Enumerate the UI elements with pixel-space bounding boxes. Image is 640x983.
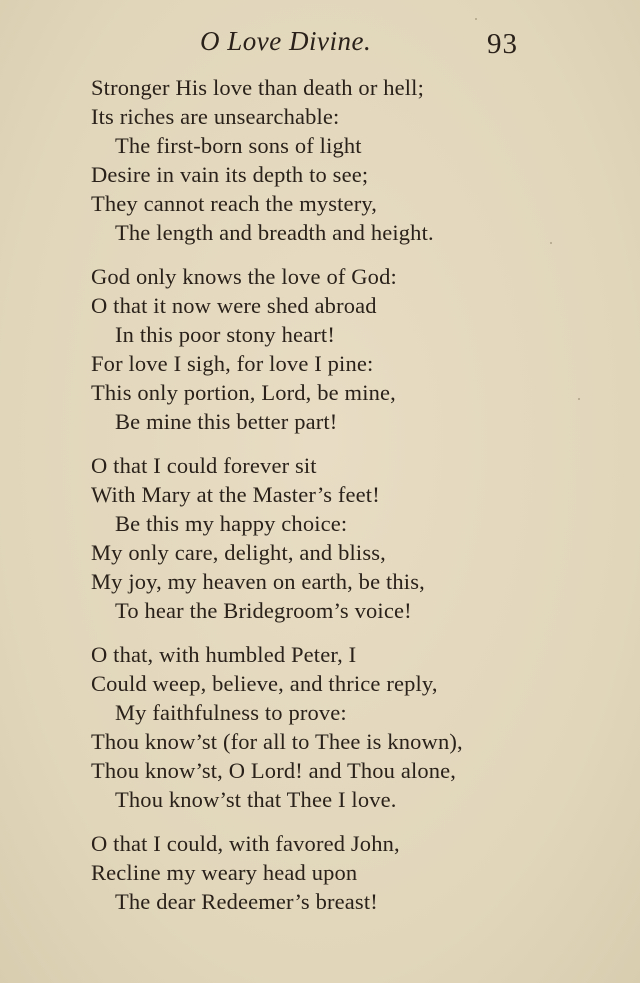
poem-line: Stronger His love than death or hell; bbox=[91, 75, 424, 100]
poem-line: Be this my happy choice: bbox=[115, 511, 348, 536]
poem-line: They cannot reach the mystery, bbox=[91, 191, 378, 216]
poem-line: Its riches are unsearchable: bbox=[91, 104, 340, 129]
paper-speck bbox=[550, 242, 552, 244]
poem-body bbox=[91, 73, 611, 931]
poem-line: This only portion, Lord, be mine, bbox=[91, 380, 396, 405]
paper-speck bbox=[578, 398, 580, 400]
poem-line: My only care, delight, and bliss, bbox=[91, 540, 386, 565]
poem-line: In this poor stony heart! bbox=[115, 322, 335, 347]
poem-line: My faithfulness to prove: bbox=[115, 700, 347, 725]
stanza bbox=[91, 640, 611, 814]
poem-line: Desire in vain its depth to see; bbox=[91, 162, 369, 187]
poem-line: Thou know’st, O Lord! and Thou alone, bbox=[91, 758, 457, 783]
poem-line: The dear Redeemer’s breast! bbox=[115, 889, 378, 914]
poem-line: The length and breadth and height. bbox=[115, 220, 434, 245]
poem-line: Thou know’st that Thee I love. bbox=[115, 787, 397, 812]
poem-line: With Mary at the Master’s feet! bbox=[91, 482, 380, 507]
poem-line: Be mine this better part! bbox=[115, 409, 338, 434]
poem-line: To hear the Bridegroom’s voice! bbox=[115, 598, 412, 623]
poem-line: God only knows the love of God: bbox=[91, 264, 397, 289]
page-number: 93 bbox=[487, 28, 518, 60]
poem-line: O that I could, with favored John, bbox=[91, 831, 400, 856]
stanza bbox=[91, 262, 611, 436]
poem-line: O that, with humbled Peter, I bbox=[91, 642, 357, 667]
poem-line: For love I sigh, for love I pine: bbox=[91, 351, 374, 376]
stanza bbox=[91, 73, 611, 247]
poem-line: Recline my weary head upon bbox=[91, 860, 358, 885]
stanza bbox=[91, 451, 611, 625]
poem-line: The first-born sons of light bbox=[115, 133, 362, 158]
paper-speck bbox=[475, 18, 477, 20]
stanza bbox=[91, 829, 611, 916]
poem-line: O that it now were shed abroad bbox=[91, 293, 377, 318]
poem-line: Could weep, believe, and thrice reply, bbox=[91, 671, 438, 696]
poem-line: O that I could forever sit bbox=[91, 453, 317, 478]
running-title: O Love Divine. bbox=[200, 26, 372, 56]
poem-line: My joy, my heaven on earth, be this, bbox=[91, 569, 425, 594]
poem-line: Thou know’st (for all to Thee is known), bbox=[91, 729, 463, 754]
